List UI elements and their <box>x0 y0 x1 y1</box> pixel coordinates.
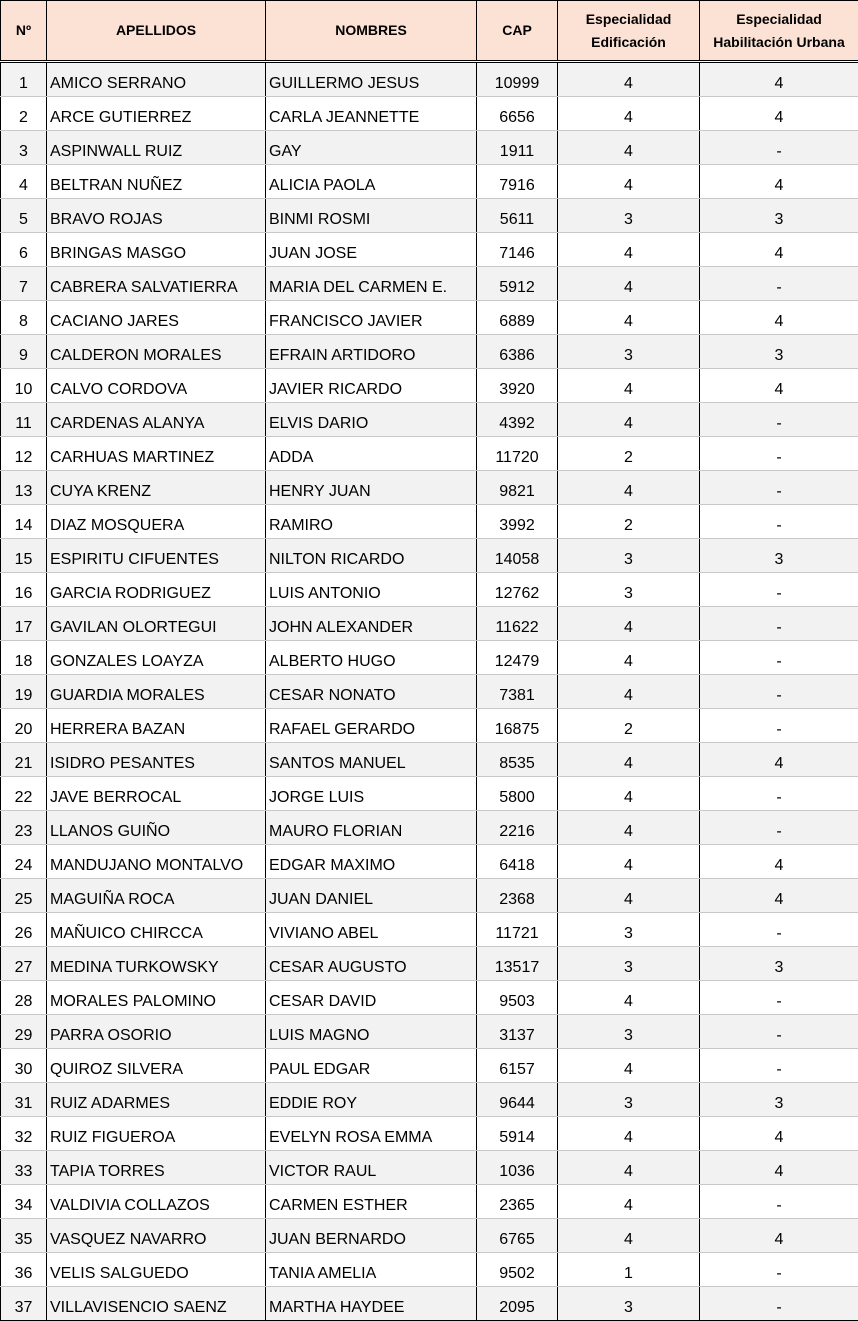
cell-cap: 7146 <box>477 233 558 267</box>
header-hab-line1: Especialidad <box>700 8 858 31</box>
cell-especialidad-habilitacion: 3 <box>700 1083 858 1117</box>
cell-cap: 10999 <box>477 63 558 97</box>
cell-apellidos: BRINGAS MASGO <box>47 233 266 267</box>
cell-especialidad-edificacion: 4 <box>558 641 700 675</box>
cell-apellidos: PARRA OSORIO <box>47 1015 266 1049</box>
cell-apellidos: VALDIVIA COLLAZOS <box>47 1185 266 1219</box>
table-row <box>1 267 858 301</box>
cell-cap: 6418 <box>477 845 558 879</box>
cell-especialidad-edificacion: 4 <box>558 607 700 641</box>
table-row <box>1 1287 858 1321</box>
cell-nombres: JOHN ALEXANDER <box>266 607 477 641</box>
cell-number: 28 <box>1 981 47 1015</box>
cell-cap: 5800 <box>477 777 558 811</box>
cell-especialidad-edificacion: 4 <box>558 165 700 199</box>
cell-nombres: ALBERTO HUGO <box>266 641 477 675</box>
table-row <box>1 471 858 505</box>
cell-number: 36 <box>1 1253 47 1287</box>
header-edif-line2: Edificación <box>558 31 699 54</box>
cell-cap: 8535 <box>477 743 558 777</box>
cell-nombres: EVELYN ROSA EMMA <box>266 1117 477 1151</box>
cell-apellidos: BRAVO ROJAS <box>47 199 266 233</box>
cell-especialidad-edificacion: 4 <box>558 369 700 403</box>
cell-cap: 6656 <box>477 97 558 131</box>
cell-apellidos: DIAZ MOSQUERA <box>47 505 266 539</box>
cell-cap: 2368 <box>477 879 558 913</box>
cell-apellidos: CALDERON MORALES <box>47 335 266 369</box>
cell-nombres: LUIS MAGNO <box>266 1015 477 1049</box>
cell-number: 15 <box>1 539 47 573</box>
cell-especialidad-habilitacion: - <box>700 1185 858 1219</box>
cell-apellidos: CARHUAS MARTINEZ <box>47 437 266 471</box>
cell-especialidad-habilitacion: - <box>700 1049 858 1083</box>
cell-especialidad-edificacion: 1 <box>558 1253 700 1287</box>
cell-cap: 14058 <box>477 539 558 573</box>
cell-nombres: JUAN JOSE <box>266 233 477 267</box>
table-row <box>1 845 858 879</box>
cell-especialidad-habilitacion: - <box>700 1015 858 1049</box>
cell-especialidad-edificacion: 4 <box>558 63 700 97</box>
cell-cap: 3137 <box>477 1015 558 1049</box>
table-row <box>1 607 858 641</box>
cell-apellidos: MAGUIÑA ROCA <box>47 879 266 913</box>
cell-cap: 6889 <box>477 301 558 335</box>
cell-nombres: TANIA AMELIA <box>266 1253 477 1287</box>
cell-especialidad-edificacion: 4 <box>558 301 700 335</box>
cell-number: 14 <box>1 505 47 539</box>
cell-especialidad-edificacion: 4 <box>558 267 700 301</box>
table-row <box>1 233 858 267</box>
cell-nombres: JAVIER RICARDO <box>266 369 477 403</box>
cell-especialidad-habilitacion: 4 <box>700 233 858 267</box>
table-row <box>1 709 858 743</box>
table-row <box>1 675 858 709</box>
cell-especialidad-edificacion: 4 <box>558 233 700 267</box>
table-row <box>1 1185 858 1219</box>
cell-apellidos: CABRERA SALVATIERRA <box>47 267 266 301</box>
cell-nombres: HENRY JUAN <box>266 471 477 505</box>
cell-number: 16 <box>1 573 47 607</box>
cell-especialidad-habilitacion: - <box>700 1253 858 1287</box>
table-row <box>1 573 858 607</box>
cell-cap: 3920 <box>477 369 558 403</box>
table-row <box>1 199 858 233</box>
header-row <box>1 1 858 61</box>
cell-cap: 12479 <box>477 641 558 675</box>
cell-cap: 5611 <box>477 199 558 233</box>
cell-number: 37 <box>1 1287 47 1321</box>
cell-cap: 2365 <box>477 1185 558 1219</box>
cell-especialidad-habilitacion: 4 <box>700 1219 858 1253</box>
cell-especialidad-edificacion: 4 <box>558 1185 700 1219</box>
cell-cap: 11721 <box>477 913 558 947</box>
cell-number: 29 <box>1 1015 47 1049</box>
cell-especialidad-habilitacion: - <box>700 675 858 709</box>
cell-especialidad-edificacion: 4 <box>558 879 700 913</box>
cell-nombres: CARLA JEANNETTE <box>266 97 477 131</box>
cell-especialidad-habilitacion: 4 <box>700 1117 858 1151</box>
cell-apellidos: ASPINWALL RUIZ <box>47 131 266 165</box>
cell-especialidad-habilitacion: 4 <box>700 97 858 131</box>
cell-cap: 16875 <box>477 709 558 743</box>
cell-apellidos: RUIZ ADARMES <box>47 1083 266 1117</box>
cell-especialidad-habilitacion: - <box>700 437 858 471</box>
header-number: Nº <box>1 1 47 61</box>
cell-nombres: CESAR DAVID <box>266 981 477 1015</box>
cell-especialidad-edificacion: 4 <box>558 471 700 505</box>
cell-apellidos: GAVILAN OLORTEGUI <box>47 607 266 641</box>
table-row <box>1 1253 858 1287</box>
table-row <box>1 1015 858 1049</box>
cell-apellidos: CALVO CORDOVA <box>47 369 266 403</box>
cell-especialidad-edificacion: 2 <box>558 709 700 743</box>
cell-nombres: BINMI ROSMI <box>266 199 477 233</box>
cell-especialidad-habilitacion: - <box>700 913 858 947</box>
cell-especialidad-edificacion: 4 <box>558 1117 700 1151</box>
cell-cap: 2095 <box>477 1287 558 1321</box>
cell-especialidad-edificacion: 2 <box>558 505 700 539</box>
cell-especialidad-edificacion: 4 <box>558 131 700 165</box>
cell-cap: 7381 <box>477 675 558 709</box>
cell-especialidad-habilitacion: 3 <box>700 335 858 369</box>
cell-especialidad-habilitacion: 3 <box>700 539 858 573</box>
cell-number: 4 <box>1 165 47 199</box>
table-row <box>1 1219 858 1253</box>
cell-apellidos: CUYA KRENZ <box>47 471 266 505</box>
cell-cap: 5914 <box>477 1117 558 1151</box>
cell-number: 32 <box>1 1117 47 1151</box>
cell-number: 11 <box>1 403 47 437</box>
cell-cap: 9821 <box>477 471 558 505</box>
cell-number: 27 <box>1 947 47 981</box>
cell-nombres: GUILLERMO JESUS <box>266 63 477 97</box>
cell-nombres: ADDA <box>266 437 477 471</box>
table-row <box>1 165 858 199</box>
header-cap: CAP <box>477 1 558 61</box>
cell-number: 5 <box>1 199 47 233</box>
cell-cap: 3992 <box>477 505 558 539</box>
cell-number: 7 <box>1 267 47 301</box>
cell-cap: 7916 <box>477 165 558 199</box>
cell-cap: 5912 <box>477 267 558 301</box>
cell-especialidad-edificacion: 4 <box>558 777 700 811</box>
cell-number: 18 <box>1 641 47 675</box>
cell-number: 17 <box>1 607 47 641</box>
cell-apellidos: CACIANO JARES <box>47 301 266 335</box>
header-especialidad-edificacion <box>558 1 700 61</box>
cell-nombres: ALICIA PAOLA <box>266 165 477 199</box>
table-row <box>1 539 858 573</box>
cell-nombres: MARTHA HAYDEE <box>266 1287 477 1321</box>
cell-especialidad-habilitacion: 4 <box>700 743 858 777</box>
cell-number: 22 <box>1 777 47 811</box>
cell-apellidos: ESPIRITU CIFUENTES <box>47 539 266 573</box>
cell-apellidos: MEDINA TURKOWSKY <box>47 947 266 981</box>
table-row <box>1 301 858 335</box>
cell-nombres: CESAR AUGUSTO <box>266 947 477 981</box>
cell-especialidad-habilitacion: - <box>700 1287 858 1321</box>
cell-nombres: CESAR NONATO <box>266 675 477 709</box>
cell-nombres: ELVIS DARIO <box>266 403 477 437</box>
cell-especialidad-habilitacion: - <box>700 573 858 607</box>
cell-nombres: EFRAIN ARTIDORO <box>266 335 477 369</box>
cell-number: 6 <box>1 233 47 267</box>
cell-especialidad-habilitacion: - <box>700 267 858 301</box>
cell-especialidad-habilitacion: 3 <box>700 947 858 981</box>
table-row <box>1 505 858 539</box>
cell-especialidad-habilitacion: - <box>700 981 858 1015</box>
cell-especialidad-habilitacion: - <box>700 403 858 437</box>
table-row <box>1 1049 858 1083</box>
cell-especialidad-edificacion: 3 <box>558 539 700 573</box>
cell-especialidad-edificacion: 4 <box>558 811 700 845</box>
table-row <box>1 437 858 471</box>
table-row <box>1 1083 858 1117</box>
cell-cap: 2216 <box>477 811 558 845</box>
table-row <box>1 403 858 437</box>
cell-nombres: JORGE LUIS <box>266 777 477 811</box>
table-row <box>1 369 858 403</box>
cell-especialidad-edificacion: 3 <box>558 1015 700 1049</box>
cell-especialidad-edificacion: 4 <box>558 1151 700 1185</box>
cell-apellidos: MORALES PALOMINO <box>47 981 266 1015</box>
cell-especialidad-edificacion: 3 <box>558 1083 700 1117</box>
table-body <box>1 61 858 1321</box>
cell-especialidad-edificacion: 3 <box>558 335 700 369</box>
cell-apellidos: GARCIA RODRIGUEZ <box>47 573 266 607</box>
cell-nombres: CARMEN ESTHER <box>266 1185 477 1219</box>
cell-number: 21 <box>1 743 47 777</box>
table-row <box>1 97 858 131</box>
cell-cap: 11622 <box>477 607 558 641</box>
cell-especialidad-edificacion: 3 <box>558 573 700 607</box>
table-row <box>1 131 858 165</box>
cell-especialidad-habilitacion: 4 <box>700 845 858 879</box>
header-nombres: NOMBRES <box>266 1 477 61</box>
cell-especialidad-habilitacion: - <box>700 709 858 743</box>
cell-apellidos: GUARDIA MORALES <box>47 675 266 709</box>
cell-cap: 6386 <box>477 335 558 369</box>
cell-cap: 6765 <box>477 1219 558 1253</box>
cell-especialidad-habilitacion: - <box>700 641 858 675</box>
cell-especialidad-edificacion: 3 <box>558 1287 700 1321</box>
table-row <box>1 981 858 1015</box>
cell-apellidos: TAPIA TORRES <box>47 1151 266 1185</box>
table-row <box>1 335 858 369</box>
table-row <box>1 1151 858 1185</box>
cell-nombres: VICTOR RAUL <box>266 1151 477 1185</box>
cell-cap: 1036 <box>477 1151 558 1185</box>
cell-cap: 4392 <box>477 403 558 437</box>
cell-nombres: PAUL EDGAR <box>266 1049 477 1083</box>
header-apellidos: APELLIDOS <box>47 1 266 61</box>
cell-especialidad-edificacion: 4 <box>558 97 700 131</box>
cell-cap: 9644 <box>477 1083 558 1117</box>
cell-apellidos: QUIROZ SILVERA <box>47 1049 266 1083</box>
cell-cap: 9503 <box>477 981 558 1015</box>
cell-apellidos: AMICO SERRANO <box>47 63 266 97</box>
cell-especialidad-edificacion: 4 <box>558 1219 700 1253</box>
cell-nombres: JUAN DANIEL <box>266 879 477 913</box>
cell-nombres: VIVIANO ABEL <box>266 913 477 947</box>
cell-number: 26 <box>1 913 47 947</box>
cell-nombres: MARIA DEL CARMEN E. <box>266 267 477 301</box>
cell-cap: 11720 <box>477 437 558 471</box>
cell-cap: 13517 <box>477 947 558 981</box>
cell-number: 34 <box>1 1185 47 1219</box>
cell-apellidos: MAÑUICO CHIRCCA <box>47 913 266 947</box>
table-row <box>1 63 858 97</box>
cell-number: 31 <box>1 1083 47 1117</box>
cell-especialidad-habilitacion: 4 <box>700 301 858 335</box>
cell-nombres: SANTOS MANUEL <box>266 743 477 777</box>
header-especialidad-habilitacion <box>700 1 858 61</box>
cell-nombres: JUAN BERNARDO <box>266 1219 477 1253</box>
cell-nombres: GAY <box>266 131 477 165</box>
cell-apellidos: VELIS SALGUEDO <box>47 1253 266 1287</box>
cell-especialidad-edificacion: 4 <box>558 981 700 1015</box>
cell-apellidos: ISIDRO PESANTES <box>47 743 266 777</box>
cell-especialidad-edificacion: 3 <box>558 913 700 947</box>
cell-number: 1 <box>1 63 47 97</box>
cell-nombres: RAFAEL GERARDO <box>266 709 477 743</box>
cell-especialidad-edificacion: 4 <box>558 403 700 437</box>
cell-number: 10 <box>1 369 47 403</box>
cell-apellidos: HERRERA BAZAN <box>47 709 266 743</box>
cell-especialidad-habilitacion: - <box>700 777 858 811</box>
cell-especialidad-edificacion: 2 <box>558 437 700 471</box>
cell-cap: 12762 <box>477 573 558 607</box>
cell-especialidad-habilitacion: 3 <box>700 199 858 233</box>
cell-number: 35 <box>1 1219 47 1253</box>
cell-apellidos: RUIZ FIGUEROA <box>47 1117 266 1151</box>
cell-apellidos: MANDUJANO MONTALVO <box>47 845 266 879</box>
table-row <box>1 777 858 811</box>
cell-nombres: EDGAR MAXIMO <box>266 845 477 879</box>
cell-especialidad-habilitacion: - <box>700 607 858 641</box>
cell-especialidad-edificacion: 4 <box>558 845 700 879</box>
cell-apellidos: LLANOS GUIÑO <box>47 811 266 845</box>
cell-apellidos: ARCE GUTIERREZ <box>47 97 266 131</box>
table-row <box>1 913 858 947</box>
table-row <box>1 1117 858 1151</box>
table-row <box>1 811 858 845</box>
cell-number: 24 <box>1 845 47 879</box>
cell-especialidad-edificacion: 4 <box>558 675 700 709</box>
table-row <box>1 947 858 981</box>
cell-especialidad-habilitacion: 4 <box>700 1151 858 1185</box>
cell-especialidad-habilitacion: 4 <box>700 879 858 913</box>
cell-apellidos: VASQUEZ NAVARRO <box>47 1219 266 1253</box>
cell-number: 12 <box>1 437 47 471</box>
cell-apellidos: BELTRAN NUÑEZ <box>47 165 266 199</box>
table-row <box>1 641 858 675</box>
cell-especialidad-habilitacion: 4 <box>700 63 858 97</box>
table-row <box>1 743 858 777</box>
cell-especialidad-habilitacion: 4 <box>700 369 858 403</box>
cell-cap: 6157 <box>477 1049 558 1083</box>
cell-especialidad-habilitacion: - <box>700 811 858 845</box>
header-hab-line2: Habilitación Urbana <box>700 31 858 54</box>
cell-nombres: NILTON RICARDO <box>266 539 477 573</box>
cell-especialidad-edificacion: 3 <box>558 947 700 981</box>
cell-number: 25 <box>1 879 47 913</box>
cell-cap: 1911 <box>477 131 558 165</box>
cell-cap: 9502 <box>477 1253 558 1287</box>
cell-especialidad-edificacion: 3 <box>558 199 700 233</box>
cell-especialidad-habilitacion: 4 <box>700 165 858 199</box>
cell-apellidos: JAVE BERROCAL <box>47 777 266 811</box>
cell-nombres: MAURO FLORIAN <box>266 811 477 845</box>
cell-number: 13 <box>1 471 47 505</box>
cell-nombres: EDDIE ROY <box>266 1083 477 1117</box>
cell-number: 8 <box>1 301 47 335</box>
cell-especialidad-edificacion: 4 <box>558 743 700 777</box>
cell-number: 19 <box>1 675 47 709</box>
cell-number: 3 <box>1 131 47 165</box>
cell-especialidad-habilitacion: - <box>700 471 858 505</box>
cell-especialidad-habilitacion: - <box>700 131 858 165</box>
cell-nombres: LUIS ANTONIO <box>266 573 477 607</box>
cell-number: 9 <box>1 335 47 369</box>
cell-nombres: RAMIRO <box>266 505 477 539</box>
cell-apellidos: CARDENAS ALANYA <box>47 403 266 437</box>
cell-nombres: FRANCISCO JAVIER <box>266 301 477 335</box>
cell-number: 23 <box>1 811 47 845</box>
table-row <box>1 879 858 913</box>
cell-number: 2 <box>1 97 47 131</box>
cell-apellidos: VILLAVISENCIO SAENZ <box>47 1287 266 1321</box>
cell-especialidad-habilitacion: - <box>700 505 858 539</box>
cell-number: 20 <box>1 709 47 743</box>
cell-number: 30 <box>1 1049 47 1083</box>
cell-number: 33 <box>1 1151 47 1185</box>
header-edif-line1: Especialidad <box>558 8 699 31</box>
cell-apellidos: GONZALES LOAYZA <box>47 641 266 675</box>
cell-especialidad-edificacion: 4 <box>558 1049 700 1083</box>
